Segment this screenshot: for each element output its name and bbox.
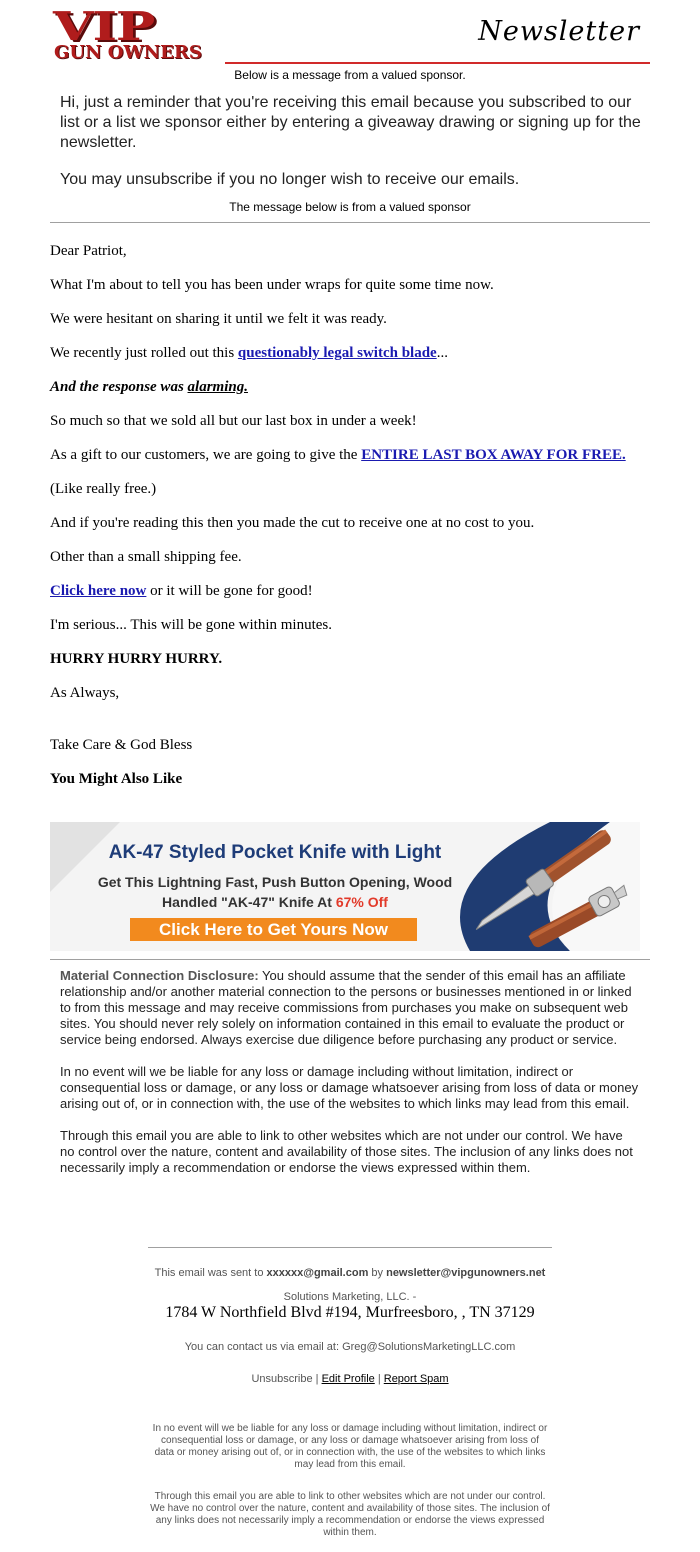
letter-body — [50, 242, 650, 804]
letter-paragraph: What I'm about to tell you has been under wraps for quite some time now. — [50, 277, 494, 293]
knife-ad-banner[interactable] — [50, 822, 640, 951]
newsletter-title: Newsletter — [478, 16, 640, 47]
intro-paragraph-2: You may unsubscribe if you no longer wish to receive our emails. — [60, 171, 520, 188]
vip-gun-owners-logo[interactable] — [53, 4, 233, 65]
underlined-word: alarming. — [187, 379, 248, 395]
footer-legal-1: In no event will we be liable for any loss or damage including without limitation, indirect or consequential loss or damage, or any loss or damage whatsoever arising from loss of data or money arising out of, or in connection with, the use of the websites to which links may lead from this email. — [152, 1423, 548, 1470]
recipient-email: xxxxxx@gmail.com — [266, 1267, 369, 1279]
sent-to-line — [100, 1267, 600, 1279]
banner-title: AK-47 Styled Pocket Knife with Light — [108, 842, 442, 863]
letter-paragraph — [50, 582, 650, 600]
divider-3 — [148, 1247, 552, 1248]
discount-badge: 67% Off — [335, 894, 388, 910]
disclosure-lead: Material Connection Disclosure: — [60, 968, 259, 983]
edit-profile-link[interactable]: Edit Profile — [321, 1373, 375, 1385]
also-like-heading: You Might Also Like — [50, 771, 183, 787]
letter-hurry: HURRY HURRY HURRY. — [50, 651, 223, 667]
letter-paragraph: We were hesitant on sharing it until we felt it was ready. — [50, 311, 387, 327]
get-yours-button[interactable]: Click Here to Get Yours Now — [130, 918, 417, 941]
free-box-link[interactable]: ENTIRE LAST BOX AWAY FOR FREE. — [361, 447, 626, 463]
footer-legal-2: Through this email you are able to link to other websites which are not under our control. We have no control over the nature, content and availability of those sites. The inclusion of any links does not necessarily imply a recommendation or endorse the views expressed within them. — [150, 1491, 550, 1538]
company-name: Solutions Marketing, LLC. - — [283, 1291, 417, 1303]
email-header — [50, 4, 650, 64]
logo-vip-text: VIP — [53, 4, 155, 50]
text: And the response was — [50, 379, 188, 395]
intro-paragraph-1: Hi, just a reminder that you're receiving this email because you subscribed to our list or a list we sponsor either by entering a giveaway drawing or signing up for the newsletter. — [60, 94, 641, 151]
switch-blade-link[interactable]: questionably legal switch blade — [237, 345, 437, 361]
letter-paragraph: So much so that we sold all but our last box in under a week! — [50, 413, 417, 429]
banner-sub-line1: Get This Lightning Fast, Push Button Opening, Wood — [97, 874, 453, 890]
letter-emphasis — [50, 378, 650, 396]
material-disclosure — [60, 968, 640, 1192]
separator: | — [312, 1373, 322, 1385]
letter-paragraph — [50, 344, 650, 362]
header-divider — [225, 62, 650, 64]
letter-closing: Take Care & God Bless — [50, 737, 193, 753]
divider-2 — [50, 959, 650, 960]
letter-paragraph: (Like really free.) — [50, 481, 157, 497]
letter-paragraph — [50, 446, 650, 464]
logo-sub-text: GUN OWNERS — [54, 42, 202, 63]
report-spam-link[interactable]: Report Spam — [383, 1373, 449, 1385]
sponsor-note-bottom: The message below is from a valued sponsor — [229, 200, 471, 214]
knife-image — [455, 822, 640, 951]
text: You should assume that the sender of this email has an affiliate relationship and/or another material connection to the persons or businesses mentioned in or linked to from this message and may receive commissions from purchases you make on subsequent web sites. You should never rely solely on information contained in this email to evaluate the product or service being endorsed. Always exercise due diligence before purchasing any product or service. — [60, 968, 632, 1047]
sender-email: newsletter@vipgunowners.net — [386, 1267, 546, 1279]
separator: | — [374, 1373, 384, 1385]
intro-notice — [60, 93, 645, 190]
banner-sub-line2: Handled "AK-47" Knife At — [162, 894, 336, 910]
text: by — [368, 1267, 387, 1279]
text: ... — [436, 345, 448, 361]
divider-1 — [50, 222, 650, 223]
footer-links — [100, 1373, 600, 1385]
unsubscribe-link[interactable]: Unsubscribe — [251, 1373, 313, 1385]
letter-paragraph: I'm serious... This will be gone within minutes. — [50, 617, 332, 633]
disclosure-paragraph-3: Through this email you are able to link to other websites which are not under our control. We have no control over the nature, content and availability of those sites. The inclusion of any links does not necessarily imply a recommendation or endorse the views expressed within them. — [60, 1128, 633, 1175]
text: We recently just rolled out this — [50, 345, 238, 361]
letter-greeting: Dear Patriot, — [50, 243, 127, 259]
banner-subtitle — [70, 872, 480, 912]
text: As a gift to our customers, we are going to give the — [50, 447, 362, 463]
sponsor-note-top: Below is a message from a valued sponsor. — [234, 68, 466, 82]
company-address: 1784 W Northfield Blvd #194, Murfreesboro, , TN 37129 — [165, 1304, 535, 1321]
letter-paragraph: Other than a small shipping fee. — [50, 549, 242, 565]
letter-paragraph: And if you're reading this then you made the cut to receive one at no cost to you. — [50, 515, 535, 531]
disclosure-paragraph-1 — [60, 968, 640, 1048]
contact-line: You can contact us via email at: Greg@SolutionsMarketingLLC.com — [184, 1341, 516, 1353]
disclosure-paragraph-2: In no event will we be liable for any loss or damage including without limitation, indirect or consequential loss or damage, or any loss or damage whatsoever arising from loss of data or money arising out of, or in connection with, the use of the websites to which links may lead from this email. — [60, 1064, 639, 1111]
text: or it will be gone for good! — [146, 583, 313, 599]
text: This email was sent to — [154, 1267, 267, 1279]
click-here-now-link[interactable]: Click here now — [50, 583, 147, 599]
letter-signoff: As Always, — [50, 685, 120, 701]
